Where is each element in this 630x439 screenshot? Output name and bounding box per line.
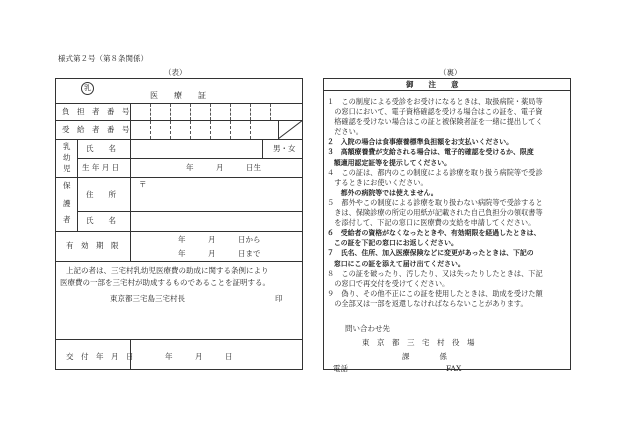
- sex-field[interactable]: 男・女: [273, 144, 296, 153]
- note-line: 窓口にこの証を添えて届け出てください。: [327, 259, 465, 268]
- digit-divider: [190, 121, 191, 139]
- divider: [130, 231, 131, 261]
- guardian-name-label: 氏 名: [86, 216, 116, 225]
- birthdate-label: 生 年 月 日: [82, 163, 120, 172]
- note-line: ７ 氏名、住所、加入医療保険などに変更があったときは、下記の: [327, 249, 534, 258]
- divider: [55, 103, 303, 104]
- notes-list: [327, 97, 569, 309]
- digit-divider: [170, 104, 171, 120]
- payer-number-label: 負 担 者 番 号: [62, 107, 130, 116]
- guardian-label-3: 者: [63, 215, 71, 224]
- note-line: きは、保険診療の所定の用紙が記載された自己負担分の領収書等: [327, 208, 543, 218]
- divider: [77, 158, 303, 159]
- note-line: １ この制度による受診をお受けになるときは、取扱病院・薬局等: [327, 97, 543, 106]
- front-side-label: （表）: [164, 68, 187, 77]
- divider: [77, 211, 303, 212]
- issuer-seal: 印: [275, 294, 283, 303]
- note-line: の窓口において、電子資格確認を受ける場合はこの証を、電子資: [327, 107, 543, 117]
- contact-office: 東 京 都 三 宅 村 役 場: [362, 338, 475, 347]
- note-line: ３ 高額療養費が支給される場合は、電子的確認を受けるか、限度: [327, 148, 534, 157]
- birthdate-field[interactable]: 年 月 日生: [186, 163, 261, 172]
- digit-divider: [230, 121, 231, 139]
- divider: [55, 261, 303, 262]
- divider: [55, 339, 303, 340]
- note-line: ５ 都外やこの制度による診療を取り扱わない病院等で受診すると: [327, 197, 543, 207]
- digit-divider: [150, 104, 151, 120]
- notes-heading: 御 注 意: [406, 80, 459, 89]
- address-label: 住 所: [86, 190, 116, 199]
- recipient-number-label: 受 給 者 番 号: [62, 125, 130, 134]
- contact-heading: 問い合わせ先: [345, 324, 390, 333]
- note-line: この証を下記の窓口にお返しください。: [327, 239, 458, 248]
- note-line: ２ 入院の場合は食事療養標準負担額をお支払いください。: [327, 138, 514, 147]
- validity-to-field[interactable]: 年 月 日まで: [178, 249, 261, 258]
- guardian-label-2: 護: [63, 199, 71, 208]
- validity-label: 有 効 期 限: [66, 241, 119, 250]
- divider: [55, 139, 303, 140]
- phone-label: 電話: [333, 364, 348, 373]
- digit-divider: [250, 104, 251, 120]
- diagonal-slash: [278, 120, 303, 139]
- divider: [55, 120, 303, 121]
- back-side-label: （裏）: [439, 68, 462, 77]
- note-line: の窓口で再交付を受けてください。: [327, 278, 450, 288]
- note-line: するときにお使いください。: [327, 177, 428, 187]
- contact-section: 課 係: [402, 352, 447, 361]
- guardian-label-1: 保: [63, 181, 71, 190]
- note-line: ４ この証は、都内のこの制度による診療を取り扱う病院等で受診: [327, 167, 543, 177]
- divider: [323, 90, 571, 91]
- issue-date-field[interactable]: 年 月 日: [165, 352, 233, 361]
- note-line: 格確認を受けない場合はこの証と被保険者証を一緒に提出してく: [327, 117, 543, 127]
- digit-divider: [270, 104, 271, 120]
- seal-circle: 乳: [81, 82, 94, 95]
- note-line: の全部又は一部を返還しなければならないことがあります。: [327, 298, 528, 308]
- note-line: 都外の病院等では使えません。: [327, 188, 438, 197]
- child-name-label: 氏 名: [86, 144, 116, 153]
- note-line: 額適用認定証等を提示してください。: [327, 158, 452, 167]
- divider: [55, 231, 303, 232]
- digit-divider: [210, 104, 211, 120]
- postal-mark: 〒: [139, 180, 147, 189]
- front-title: 医 療 証: [150, 91, 206, 100]
- digit-divider: [170, 121, 171, 139]
- divider: [55, 177, 303, 178]
- fax-label: FAX: [446, 364, 462, 373]
- note-line: ださい。: [327, 127, 363, 137]
- child-label-3: 児: [63, 164, 71, 173]
- issue-date-label: 交 付 年 月 日: [66, 352, 134, 361]
- child-label-1: 乳: [63, 142, 71, 151]
- note-line: を添付して、下記の窓口に医療費の支給を申請してください。: [327, 218, 536, 228]
- certification-line-2: 医療費の一部を三宅村が助成するものであることを証明する。: [60, 278, 270, 287]
- note-line: ６ 受給者の資格がなくなったときや、有効期限を経過したときは、: [327, 229, 541, 238]
- digit-divider: [250, 121, 251, 139]
- certification-line-1: 上記の者は、三宅村乳幼児医療費の助成に関する条例により: [66, 266, 269, 275]
- form-id: 様式第２号（第８条関係）: [58, 54, 148, 63]
- note-line: ８ この証を破ったり、汚したり、又は失ったりしたときは、下記: [327, 268, 543, 278]
- child-label-2: 幼: [63, 153, 71, 162]
- validity-from-field[interactable]: 年 月 日から: [178, 235, 261, 244]
- divider: [130, 103, 131, 231]
- issuer-name: 東京都三宅島三宅村長: [110, 294, 185, 303]
- note-line: ９ 偽り、その他不正にこの証を使用したときは、助成を受けた額: [327, 288, 543, 298]
- digit-divider: [190, 104, 191, 120]
- digit-divider: [210, 121, 211, 139]
- divider: [262, 139, 263, 158]
- digit-divider: [150, 121, 151, 139]
- digit-divider: [230, 104, 231, 120]
- divider: [77, 139, 78, 231]
